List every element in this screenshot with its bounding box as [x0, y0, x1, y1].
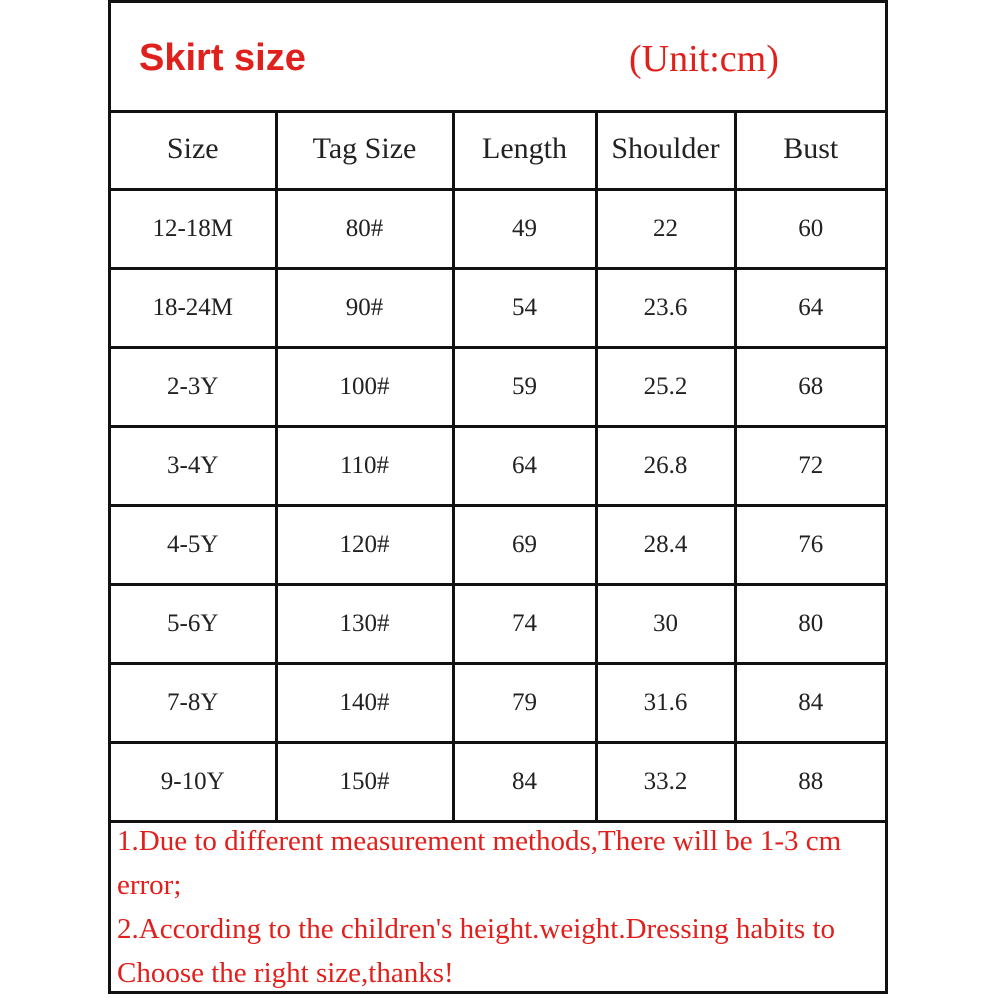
cell-tag-size: 80#	[276, 190, 453, 269]
cell-bust: 88	[735, 743, 885, 822]
cell-bust: 76	[735, 506, 885, 585]
cell-shoulder: 23.6	[596, 269, 735, 348]
notes	[117, 819, 883, 995]
table-body	[111, 190, 885, 822]
cell-size: 12-18M	[111, 190, 276, 269]
note-measurement-error: 1.Due to different measurement methods,There will be 1-3 cm error;	[117, 825, 842, 901]
cell-bust: 84	[735, 664, 885, 743]
cell-shoulder: 30	[596, 585, 735, 664]
cell-shoulder: 31.6	[596, 664, 735, 743]
cell-tag-size: 130#	[276, 585, 453, 664]
cell-tag-size: 120#	[276, 506, 453, 585]
title-bar	[111, 3, 885, 113]
cell-tag-size: 150#	[276, 743, 453, 822]
cell-size: 2-3Y	[111, 348, 276, 427]
cell-length: 49	[453, 190, 596, 269]
cell-length: 74	[453, 585, 596, 664]
cell-shoulder: 26.8	[596, 427, 735, 506]
header-bust: Bust	[735, 110, 885, 190]
cell-tag-size: 110#	[276, 427, 453, 506]
cell-shoulder: 28.4	[596, 506, 735, 585]
table-row	[111, 664, 885, 743]
table-row	[111, 743, 885, 822]
header-shoulder: Shoulder	[596, 110, 735, 190]
cell-length: 59	[453, 348, 596, 427]
cell-length: 54	[453, 269, 596, 348]
cell-shoulder: 33.2	[596, 743, 735, 822]
note-choose-size: 2.According to the children's height.weight.Dressing habits to Choose the right size,thanks!	[117, 913, 836, 989]
cell-tag-size: 100#	[276, 348, 453, 427]
table-row	[111, 269, 885, 348]
cell-size: 4-5Y	[111, 506, 276, 585]
cell-shoulder: 22	[596, 190, 735, 269]
cell-shoulder: 25.2	[596, 348, 735, 427]
cell-length: 79	[453, 664, 596, 743]
size-chart	[108, 0, 888, 994]
cell-tag-size: 90#	[276, 269, 453, 348]
cell-size: 18-24M	[111, 269, 276, 348]
cell-size: 3-4Y	[111, 427, 276, 506]
cell-tag-size: 140#	[276, 664, 453, 743]
header-tag-size: Tag Size	[276, 110, 453, 190]
unit-label: (Unit:cm)	[629, 38, 779, 80]
table-row	[111, 427, 885, 506]
cell-length: 64	[453, 427, 596, 506]
cell-bust: 64	[735, 269, 885, 348]
cell-size: 5-6Y	[111, 585, 276, 664]
cell-bust: 80	[735, 585, 885, 664]
table-row	[111, 348, 885, 427]
cell-bust: 72	[735, 427, 885, 506]
cell-length: 69	[453, 506, 596, 585]
header-length: Length	[453, 110, 596, 190]
table-row	[111, 190, 885, 269]
table-row	[111, 585, 885, 664]
cell-length: 84	[453, 743, 596, 822]
table-row	[111, 506, 885, 585]
cell-bust: 68	[735, 348, 885, 427]
size-table	[111, 110, 885, 823]
chart-title: Skirt size	[139, 37, 306, 79]
cell-size: 7-8Y	[111, 664, 276, 743]
cell-size: 9-10Y	[111, 743, 276, 822]
header-size: Size	[111, 110, 276, 190]
cell-bust: 60	[735, 190, 885, 269]
table-header-row	[111, 110, 885, 190]
